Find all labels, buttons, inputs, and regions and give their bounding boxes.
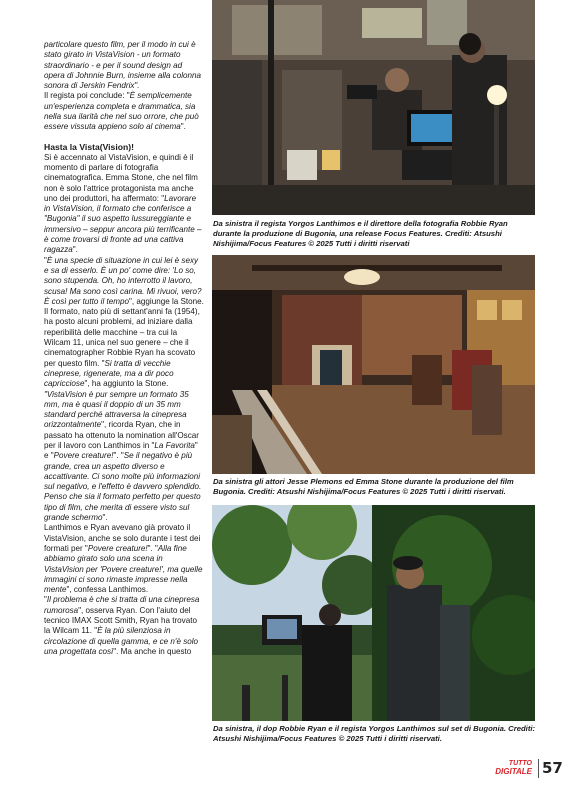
paragraph — [44, 153, 204, 256]
paragraph — [44, 40, 204, 91]
paragraph — [44, 256, 204, 307]
logo-line-bottom: DIGITALE — [495, 767, 532, 776]
text-run: " — [44, 255, 47, 265]
article-column — [44, 40, 204, 657]
paragraph — [44, 523, 204, 595]
text-run: Il regista poi conclude: " — [44, 91, 130, 101]
title-run: Povere creature! — [53, 451, 114, 461]
text-run: " e " — [44, 440, 198, 461]
photo-illustration — [212, 505, 535, 721]
title-run: La Favorita — [154, 440, 195, 450]
photo-illustration — [212, 255, 535, 474]
quote-run: Alla fine abbiamo girato solo una scena in VistaVision per 'Povere creature!', ma quelle immagini ci sono rimaste impresse nella mente — [44, 543, 203, 595]
section-heading: Hasta la Vista(Vision)! — [44, 141, 134, 152]
logo-line-top: TUTTO — [508, 760, 532, 767]
text-run: ". " — [147, 543, 158, 553]
paragraph — [44, 91, 204, 132]
quote-run: È una specie di situazione in cui lei è sexy e sa di esserlo. È un po' come dire: 'Lo so, sono stupenda. Oh, ho interrotto il lavoro, scusa! Ma sono così carina. Mi rivuoi, vero? È così per tutto il tempo — [44, 255, 202, 306]
title-run: Povere creature! — [87, 543, 148, 553]
text-run: ". — [102, 513, 108, 523]
photo-caption: Da sinistra gli attori Jesse Plemons ed Emma Stone durante la produzione del film Bugonia. Crediti: Atsushi Nishijima/Focus Features © 2025 Tutti i diritti riservati. — [213, 477, 514, 497]
photo-actors-on-set — [212, 255, 535, 474]
text-run: ", ha aggiunto la Stone. — [84, 379, 169, 389]
text-run: Il formato, nato più di settant'anni fa (1954), ha posto alcuni problemi, ad iniziare dalla reperibilità delle macchine – tra cui la Wilcam 11, unica nel suo genere – che il cinematographer Robbie Ryan ha scovato per questo film. " — [44, 307, 200, 368]
paragraph — [44, 307, 204, 523]
quote-run: Se il negativo è più grande, crea un aspetto diverso e accattivante. Ci sono molte più informazioni sul negativo, e l'effetto è davvero splendido. Penso che sia il formato perfetto per questo tipo di film, che merita di essere visto sul grande schermo — [44, 451, 202, 523]
text-run: ", aggiunge la Stone. — [129, 296, 204, 306]
footer-divider — [538, 759, 539, 778]
paragraph — [44, 595, 204, 657]
quote-run: Si tratta di vecchie cineprese, rigenerate, ma a dir poco capricciose — [44, 358, 174, 389]
text-run: ", ricorda Ryan, che in passato ha ottenuto la nomination all'Oscar per il lavoro con Lanthimos in " — [44, 420, 199, 450]
photo-caption: Da sinistra il regista Yorgos Lanthimos e il direttore della fotografia Robbie Ryan durante la produzione di Bugonia, una release Focus Features. Crediti: Atsushi Nishijima/Focus Features © 2025 Tutti i diritti riservati — [213, 219, 508, 249]
photo-dop-and-director-outdoors — [212, 505, 535, 721]
magazine-logo — [472, 760, 532, 778]
quote-run: È la più silenziosa in circolazione di quella gamma, e ce n'è solo una progettata così — [44, 626, 199, 656]
quote-run: "VistaVision è pur sempre un formato 35 mm, ma è quasi il doppio di un 35 mm standard perché attraversa la cinepresa orizzontalmente — [44, 389, 189, 430]
text-run: Si è accennato al VistaVision, e quindi è il momento di parlare di fotografia cinematografica. Emma Stone, che nel film non è solo l'attrice protagonista ma anche uno dei produttori, ha affermato: " — [44, 152, 198, 203]
text-run: ". — [72, 245, 78, 255]
quote-run: È semplicemente un'esperienza completa e drammatica, sia nella sua ilarità che nel suo orrore, che può essere vissuta appieno solo al cinema — [44, 91, 199, 132]
text-run: particolare questo film, per il modo in cui è stato girato in VistaVision - un formato straordinario - e per il sound design ad opera di Johnnie Burn, insieme alla colonna sonora di Jerskin Fendrix". — [44, 40, 202, 91]
page-number: 57 — [542, 759, 563, 777]
photo-illustration — [212, 0, 535, 215]
text-run: ". " — [113, 451, 124, 461]
text-run: Lanthimos e Ryan avevano già provato il VistaVision, anche se solo durante i test dei formati per " — [44, 523, 201, 553]
photo-caption: Da sinistra, il dop Robbie Ryan e il regista Yorgos Lanthimos sul set di Bugonia. Crediti: Atsushi Nishijima/Focus Features © 2025 Tutti i diritti riservati. — [213, 724, 536, 744]
text-run: ". — [180, 122, 186, 132]
text-run: ". Ma anche in questo — [113, 646, 192, 656]
text-run: " — [44, 595, 47, 605]
quote-run: Lavorare in VistaVision, il formato che conferisce a "Bugonia" il suo aspetto lussureggiante e immersivo – seppur ancora più terrificante – è come trovarsi di fronte ad una cattiva ragazza — [44, 193, 202, 255]
text-run: ", osserva Ryan. Con l'aiuto del tecnico IMAX Scott Smith, Ryan ha trovato la Wilcam 11. " — [44, 605, 197, 636]
quote-run: Il problema è che si tratta di una cinepresa rumorosa — [44, 595, 200, 615]
text-run: ", confessa Lanthimos. — [66, 585, 149, 595]
photo-director-and-dp — [212, 0, 535, 215]
